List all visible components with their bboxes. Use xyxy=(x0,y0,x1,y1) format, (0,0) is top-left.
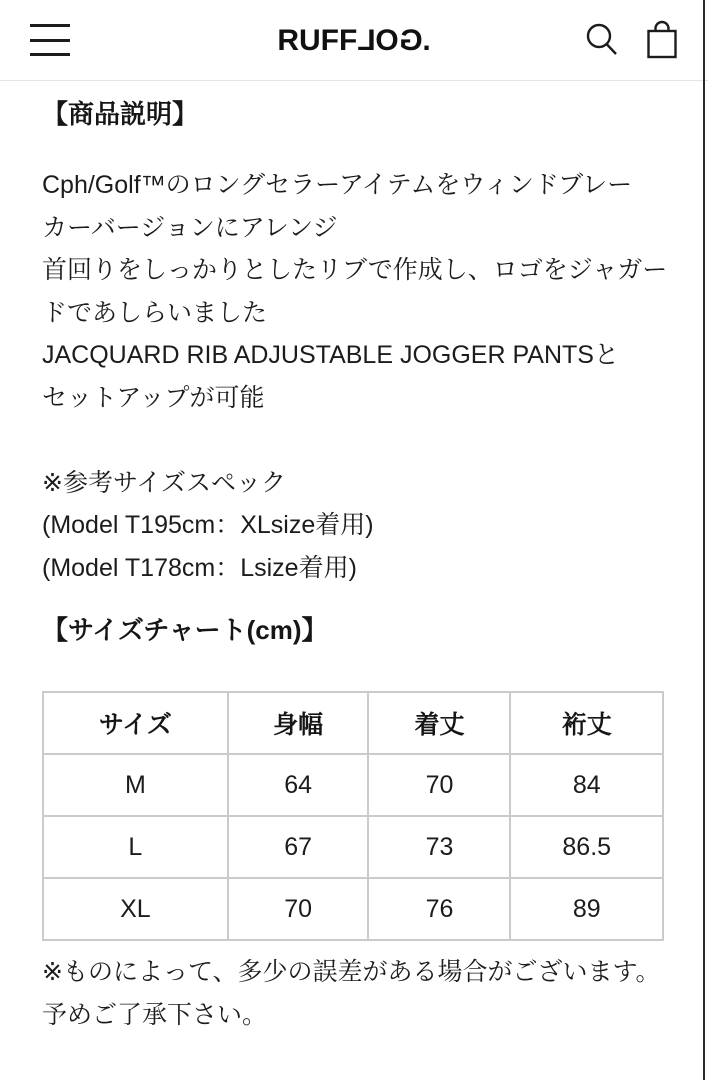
cell-value: 70 xyxy=(228,878,369,940)
note-line: 予めご了承下さい。 xyxy=(42,1000,268,1029)
product-description xyxy=(42,164,666,589)
screen-edge-line xyxy=(703,0,705,1080)
shopping-bag-icon[interactable] xyxy=(644,19,680,61)
product-detail-content xyxy=(0,95,708,1036)
logo-letter-mirrored: G xyxy=(398,24,423,57)
description-line: JACQUARD RIB ADJUSTABLE JOGGER PANTSと xyxy=(42,341,619,369)
column-header-width: 身幅 xyxy=(228,692,369,754)
note-line: ※ものによって、多少の誤差がある場合がございます。 xyxy=(42,958,661,986)
tolerance-note xyxy=(42,951,666,1036)
cell-value: 89 xyxy=(510,878,663,940)
cell-value: 76 xyxy=(368,878,510,940)
app-header xyxy=(0,0,708,81)
size-spec-model: (Model T195cm：XLsize着用) xyxy=(42,511,374,539)
size-chart-table xyxy=(42,691,664,941)
cell-value: 73 xyxy=(368,816,510,878)
column-header-sleeve: 裄丈 xyxy=(510,692,663,754)
menu-icon-bar xyxy=(30,24,70,27)
description-line: ドであしらいました xyxy=(42,298,268,327)
logo-letter-mirrored: O xyxy=(375,24,399,57)
column-header-length: 着丈 xyxy=(368,692,510,754)
cell-value: 64 xyxy=(228,754,369,816)
search-icon[interactable] xyxy=(584,21,620,59)
cell-value: 86.5 xyxy=(510,816,663,878)
logo-text-normal: RUFF xyxy=(277,24,358,57)
size-spec-model: (Model T178cm：Lsize着用) xyxy=(42,553,357,582)
logo-letter-mirrored: L xyxy=(357,24,376,57)
cell-value: 84 xyxy=(510,754,663,816)
table-row xyxy=(43,878,663,940)
table-header-row xyxy=(43,692,663,754)
menu-icon[interactable] xyxy=(30,24,70,56)
description-line: 首回りをしっかりとしたリブで作成し、ロゴをジャガー xyxy=(42,256,668,284)
size-spec-note: ※参考サイズスペック xyxy=(42,468,286,497)
description-line: セットアップが可能 xyxy=(42,383,265,412)
header-actions xyxy=(584,0,680,80)
cell-size: XL xyxy=(43,878,228,940)
description-line: Cph/Golf™のロングセラーアイテムをウィンドブレー xyxy=(42,171,633,199)
blank-line xyxy=(42,419,666,462)
brand-logo[interactable] xyxy=(277,24,430,58)
logo-period: . xyxy=(422,24,431,57)
menu-icon-bar xyxy=(30,53,70,56)
description-line: カーバージョンにアレンジ xyxy=(42,213,338,242)
description-heading: 【商品説明】 xyxy=(42,99,199,129)
cell-value: 67 xyxy=(228,816,369,878)
table-row xyxy=(43,816,663,878)
cell-value: 70 xyxy=(368,754,510,816)
size-chart-heading: 【サイズチャート(cm)】 xyxy=(42,615,328,645)
menu-icon-bar xyxy=(30,39,70,42)
table-row xyxy=(43,754,663,816)
cell-size: L xyxy=(43,816,228,878)
cell-size: M xyxy=(43,754,228,816)
column-header-size: サイズ xyxy=(43,692,228,754)
